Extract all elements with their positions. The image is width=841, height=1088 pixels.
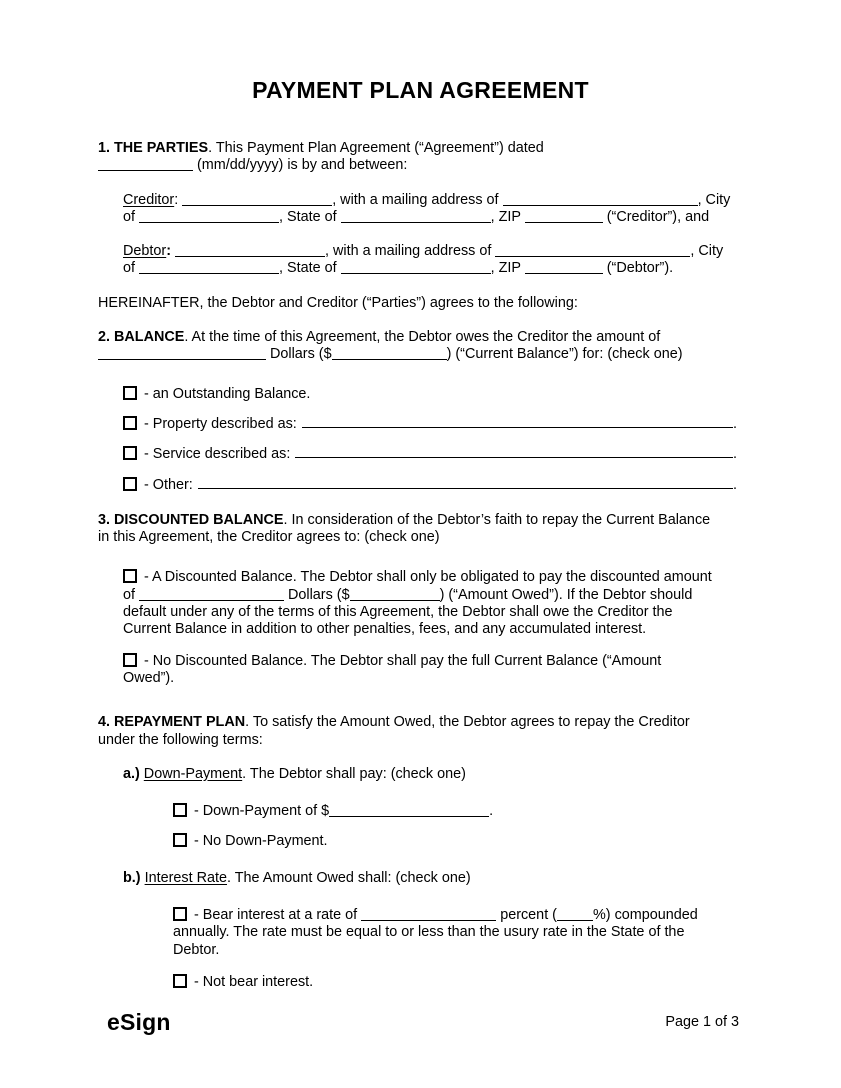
creditor-of-text: of [123, 208, 136, 225]
creditor-state-blank-field[interactable] [341, 210, 491, 223]
down-payment-heading-line [123, 766, 737, 783]
option-text: of [123, 586, 136, 603]
discounted-intro-text: . In consideration of the Debtor’s faith to repay the Current Balance [283, 511, 711, 528]
parties-intro-text-2: (mm/dd/yyyy) is by and between: [197, 157, 408, 174]
option-text: Dollars ($ [288, 586, 350, 603]
no-discount-line-2 [123, 670, 737, 687]
option-text: %) compounded [592, 907, 698, 924]
creditor-tail-text: (“Creditor”), and [606, 208, 710, 225]
discounted-intro-text-2: in this Agreement, the Creditor agrees to: (check one) [98, 529, 440, 546]
option-label: - Service described as: [144, 446, 291, 463]
discounted-opt1-line-4 [123, 621, 737, 638]
property-description-blank-field[interactable] [302, 415, 733, 428]
option-label: - No Down-Payment. [194, 833, 328, 850]
creditor-line-2 [123, 209, 737, 226]
down-payment-marker: a.) [123, 765, 140, 782]
down-payment-checkbox[interactable] [173, 803, 187, 817]
discounted-opt1-line-3 [123, 604, 737, 621]
debtor-state-blank-field[interactable] [341, 261, 491, 274]
parties-line-1 [98, 140, 737, 157]
service-description-blank-field[interactable] [295, 445, 733, 458]
balance-dollars-text: Dollars ($ [270, 346, 332, 363]
balance-line-1 [98, 329, 737, 346]
service-checkbox[interactable] [123, 446, 137, 460]
section-parties [98, 140, 737, 175]
option-period: . [733, 415, 737, 432]
balance-intro-text: . At the time of this Agreement, the Debtor owes the Creditor the amount of [184, 329, 661, 346]
creditor-clause [123, 192, 737, 227]
creditor-line-1 [123, 192, 737, 209]
hereinafter-line: HEREINAFTER, the Debtor and Creditor (“Parties”) agrees to the following: [98, 294, 578, 311]
option-property [123, 414, 737, 433]
balance-words-blank-field[interactable] [98, 347, 266, 360]
property-checkbox[interactable] [123, 416, 137, 430]
interest-rate-blank-field[interactable] [361, 908, 496, 921]
bear-interest-line-1 [173, 905, 737, 924]
discounted-opt1-line-1 [123, 567, 737, 586]
debtor-line-1 [123, 243, 737, 260]
date-blank-field[interactable] [98, 158, 193, 171]
option-text: annually. The rate must be equal to or less than the usury rate in the State of the [173, 924, 685, 941]
debtor-city-text: , City [690, 243, 724, 260]
debtor-mailing-text: , with a mailing address of [325, 243, 492, 260]
discounted-line-2 [98, 529, 737, 546]
option-label: - an Outstanding Balance. [144, 385, 311, 402]
section-balance [98, 329, 737, 364]
down-payment-amount-blank-field[interactable] [329, 804, 489, 817]
debtor-colon: : [166, 243, 171, 260]
page-number: Page 1 of 3 [665, 1014, 739, 1030]
balance-amount-blank-field[interactable] [332, 347, 447, 360]
interest-rate-heading-line [123, 870, 737, 887]
option-period: . [489, 803, 494, 820]
creditor-mailing-text: , with a mailing address of [332, 191, 499, 208]
debtor-zip-blank-field[interactable] [525, 261, 603, 274]
option-discounted-balance [123, 567, 737, 638]
creditor-zip-text: , ZIP [490, 208, 521, 225]
down-payment-rest-text: . The Debtor shall pay: (check one) [242, 765, 466, 782]
option-not-bear-interest [173, 972, 737, 991]
outstanding-balance-checkbox[interactable] [123, 386, 137, 400]
creditor-zip-blank-field[interactable] [525, 210, 603, 223]
option-label: - Property described as: [144, 415, 297, 432]
creditor-colon: : [174, 191, 179, 208]
option-text: - Bear interest at a rate of [194, 907, 358, 924]
parties-heading: 1. THE PARTIES [98, 140, 209, 156]
debtor-of-text: of [123, 260, 136, 277]
option-no-discounted-balance [123, 651, 737, 688]
discounted-line-1 [98, 512, 737, 529]
other-description-blank-field[interactable] [198, 476, 733, 489]
hereinafter-text [98, 295, 737, 312]
bear-interest-line-2 [173, 924, 737, 941]
option-text: Debtor. [173, 941, 220, 958]
creditor-city-text: , City [697, 191, 731, 208]
option-other [123, 475, 737, 494]
no-discount-line-1 [123, 651, 737, 670]
section-repayment-plan [98, 714, 737, 749]
document-body [98, 140, 737, 991]
no-discounted-balance-checkbox[interactable] [123, 653, 137, 667]
discount-words-blank-field[interactable] [139, 588, 284, 601]
subsection-interest-rate [123, 870, 737, 887]
option-text: default under any of the terms of this Agreement, the Debtor shall owe the Creditor the [123, 604, 673, 621]
other-checkbox[interactable] [123, 477, 137, 491]
discounted-balance-checkbox[interactable] [123, 569, 137, 583]
debtor-address-blank-field[interactable] [495, 244, 690, 257]
hereinafter-clause [98, 295, 737, 312]
discounted-opt1-line-2 [123, 587, 737, 604]
creditor-label: Creditor [123, 191, 175, 208]
option-period: . [733, 476, 737, 493]
option-outstanding-balance [123, 384, 737, 403]
interest-rate-rest-text: . The Amount Owed shall: (check one) [226, 869, 471, 886]
debtor-city-blank-field[interactable] [139, 261, 279, 274]
debtor-label: Debtor [123, 243, 167, 260]
creditor-address-blank-field[interactable] [503, 193, 698, 206]
interest-rate-term: Interest Rate [144, 869, 227, 886]
option-text: percent ( [500, 907, 557, 924]
debtor-line-2 [123, 260, 737, 277]
repayment-line-2 [98, 732, 737, 749]
discounted-heading: 3. DISCOUNTED BALANCE [98, 511, 284, 528]
bear-interest-checkbox[interactable] [173, 907, 187, 921]
no-down-payment-checkbox[interactable] [173, 833, 187, 847]
debtor-tail-text: (“Debtor”). [606, 260, 674, 277]
debtor-state-text: , State of [279, 260, 337, 277]
debtor-clause [123, 243, 737, 278]
interest-rate-marker: b.) [123, 869, 141, 886]
creditor-state-text: , State of [279, 208, 337, 225]
option-text: - A Discounted Balance. The Debtor shall only be obligated to pay the discounted amount [144, 569, 712, 586]
subsection-down-payment [123, 766, 737, 783]
option-text: - No Discounted Balance. The Debtor shall pay the full Current Balance (“Amount [144, 652, 662, 669]
repayment-intro-text-2: under the following terms: [98, 731, 263, 748]
repayment-heading: 4. REPAYMENT PLAN [98, 714, 246, 731]
option-label: - Not bear interest. [194, 973, 314, 990]
section-discounted-balance [98, 512, 737, 547]
option-text: ) (“Amount Owed”). If the Debtor should [439, 586, 693, 603]
bear-interest-line-3 [173, 942, 737, 959]
repayment-line-1 [98, 714, 737, 731]
option-label: - Down-Payment of $ [194, 803, 330, 820]
debtor-name-blank-field[interactable] [175, 244, 325, 257]
debtor-zip-text: , ZIP [490, 260, 521, 277]
option-bear-interest [173, 905, 737, 959]
parties-line-2 [98, 157, 737, 174]
not-bear-interest-checkbox[interactable] [173, 974, 187, 988]
balance-tail-text: ) (“Current Balance”) for: (check one) [446, 346, 683, 363]
balance-line-2 [98, 346, 737, 363]
document-title: PAYMENT PLAN AGREEMENT [252, 77, 589, 103]
down-payment-term: Down-Payment [143, 765, 243, 782]
parties-intro-text: . This Payment Plan Agreement (“Agreement”) dated [208, 140, 544, 156]
option-text: Owed”). [123, 669, 175, 686]
option-service [123, 444, 737, 463]
interest-percent-blank-field[interactable] [557, 908, 593, 921]
creditor-name-blank-field[interactable] [182, 193, 332, 206]
option-label: - Other: [144, 476, 193, 493]
repayment-intro-text: . To satisfy the Amount Owed, the Debtor agrees to repay the Creditor [245, 714, 690, 731]
option-down-payment [173, 801, 737, 820]
option-no-down-payment [173, 831, 737, 850]
option-text: Current Balance in addition to other penalties, fees, and any accumulated interest. [123, 621, 647, 638]
discount-amount-blank-field[interactable] [350, 588, 440, 601]
balance-heading: 2. BALANCE [98, 329, 185, 346]
option-period: . [733, 446, 737, 463]
creditor-city-blank-field[interactable] [139, 210, 279, 223]
esign-logo: eSign [107, 1009, 171, 1035]
